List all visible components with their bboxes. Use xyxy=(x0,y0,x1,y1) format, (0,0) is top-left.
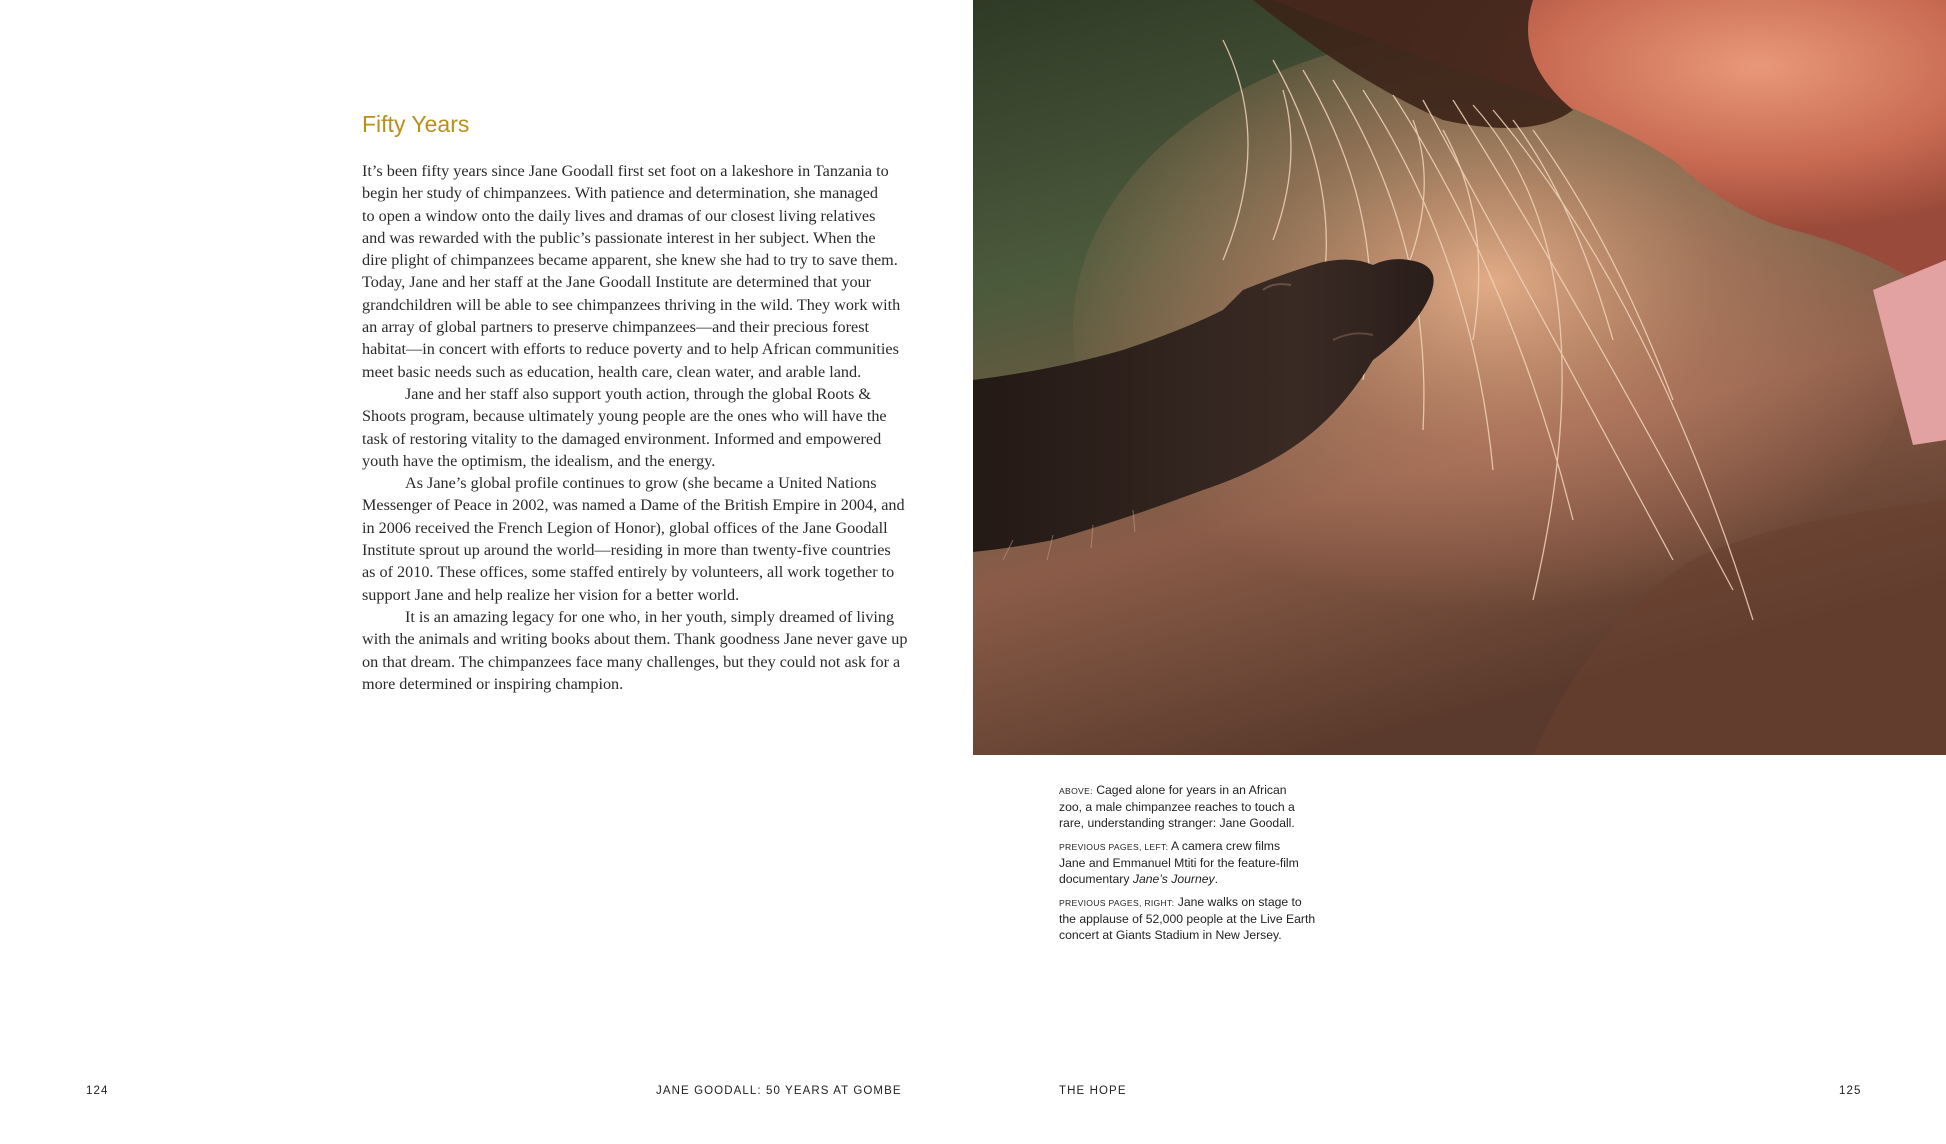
text-line: on that dream. The chimpanzees face many challenges, but they could not ask for a xyxy=(362,652,901,671)
caption xyxy=(1059,838,1329,887)
text-line: an array of global partners to preserve chimpanzees—and their precious forest xyxy=(362,318,869,337)
section-heading: Fifty Years xyxy=(362,111,470,137)
text-line: and was rewarded with the public’s passionate interest in her subject. When the xyxy=(362,228,876,247)
caption-line: Caged alone for years in an African xyxy=(1096,783,1287,797)
paragraph xyxy=(362,472,905,606)
text-line: meet basic needs such as education, health care, clean water, and arable land. xyxy=(362,362,862,381)
caption-label: PREVIOUS PAGES, RIGHT: xyxy=(1059,898,1175,908)
text-line: It’s been fifty years since Jane Goodall first set foot on a lakeshore in Tanzania to xyxy=(362,162,889,180)
caption xyxy=(1059,894,1329,943)
running-head-left: JANE GOODALL: 50 YEARS AT GOMBE xyxy=(656,1085,902,1097)
text-line: Institute sprout up around the world—residing in more than twenty-five countries xyxy=(362,541,891,560)
caption-line: documentary xyxy=(1059,872,1133,886)
caption-punctuation: . xyxy=(1214,872,1218,886)
text-line: Shoots program, because ultimately young people are the ones who will have the xyxy=(362,407,887,426)
paragraph xyxy=(362,606,908,695)
paragraph xyxy=(362,383,890,472)
text-line: with the animals and writing books about them. Thank goodness Jane never gave up xyxy=(362,630,908,649)
text-line: grandchildren will be able to see chimpanzees thriving in the wild. They work with xyxy=(362,295,901,314)
text-line: dire plight of chimpanzees became apparent, she knew she had to try to save them. xyxy=(362,251,898,270)
caption-line: concert at Giants Stadium in New Jersey. xyxy=(1059,928,1282,942)
text-line: to open a window onto the daily lives and dramas of our closest living relatives xyxy=(362,206,876,225)
text-line: Today, Jane and her staff at the Jane Goodall Institute are determined that your xyxy=(362,273,872,292)
running-head-right: THE HOPE xyxy=(1059,1085,1127,1097)
caption-line: rare, understanding stranger: Jane Goodall. xyxy=(1059,816,1295,830)
body-text xyxy=(362,160,908,695)
paragraph xyxy=(362,160,901,383)
caption xyxy=(1059,782,1329,831)
caption-line: Jane and Emmanuel Mtiti for the feature-film xyxy=(1059,856,1299,870)
text-line: as of 2010. These offices, some staffed entirely by volunteers, all work together to xyxy=(362,563,895,582)
text-line: youth have the optimism, the idealism, and the energy. xyxy=(362,451,716,470)
caption-line: A camera crew films xyxy=(1171,839,1281,853)
text-line: more determined or inspiring champion. xyxy=(362,674,624,693)
text-line: Messenger of Peace in 2002, was named a Dame of the British Empire in 2004, and xyxy=(362,496,905,515)
caption-label: ABOVE: xyxy=(1059,786,1093,796)
page-number-right: 125 xyxy=(1839,1085,1862,1097)
page-number-left: 124 xyxy=(86,1085,109,1097)
text-line: begin her study of chimpanzees. With patience and determination, she managed xyxy=(362,184,878,203)
text-line: habitat—in concert with efforts to reduce poverty and to help African communities xyxy=(362,340,899,359)
text-line: support Jane and help realize her vision for a better world. xyxy=(362,585,740,604)
photo-captions xyxy=(1059,782,1329,950)
chimpanzee-hand-reaching-to-jane-goodall-photo xyxy=(973,0,1946,755)
text-line: It is an amazing legacy for one who, in her youth, simply dreamed of living xyxy=(405,607,895,626)
caption-line: Jane walks on stage to xyxy=(1177,895,1302,909)
text-line: task of restoring vitality to the damaged environment. Informed and empowered xyxy=(362,429,882,448)
text-line: in 2006 received the French Legion of Honor), global offices of the Jane Goodall xyxy=(362,518,888,537)
film-title: Jane’s Journey xyxy=(1132,872,1215,886)
text-line: As Jane’s global profile continues to grow (she became a United Nations xyxy=(405,474,877,493)
caption-line: the applause of 52,000 people at the Live Earth xyxy=(1059,912,1316,926)
caption-label: PREVIOUS PAGES, LEFT: xyxy=(1059,842,1169,852)
caption-line: zoo, a male chimpanzee reaches to touch a xyxy=(1059,800,1295,814)
text-line: Jane and her staff also support youth action, through the global Roots & xyxy=(405,384,871,403)
